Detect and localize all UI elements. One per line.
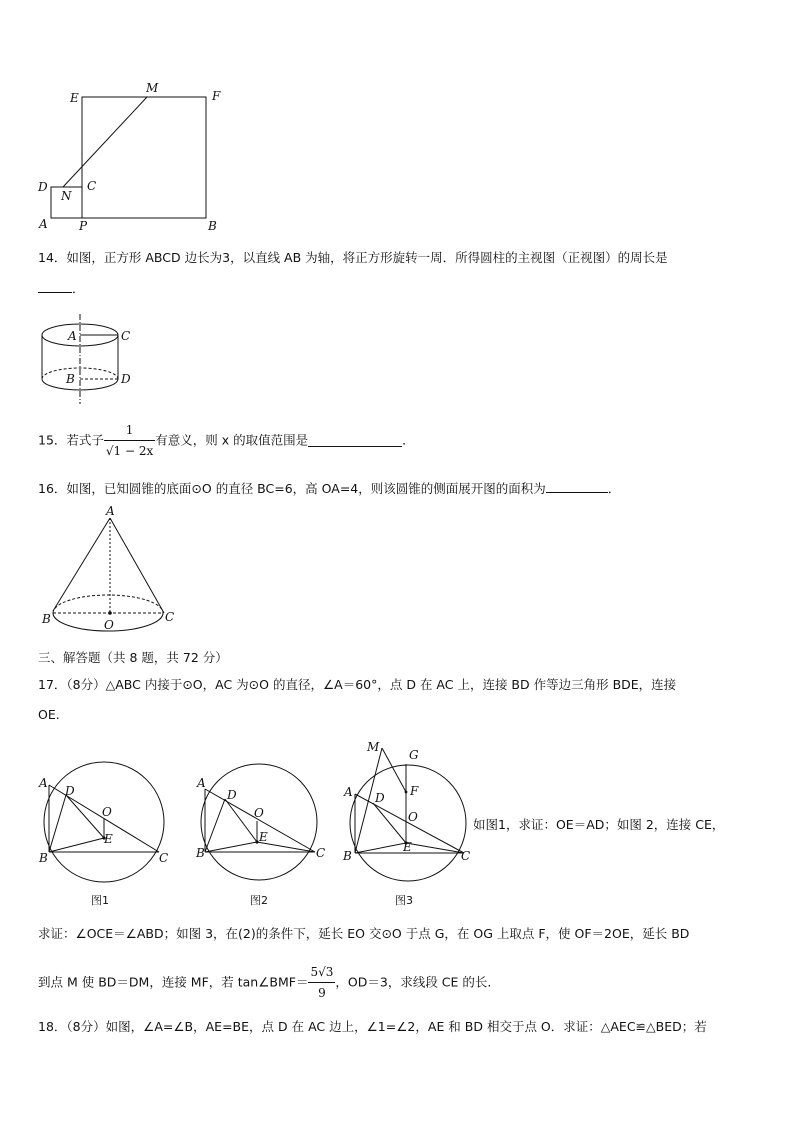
question-14: [38, 250, 668, 266]
segment-de: [66, 795, 104, 838]
label-c: C: [159, 851, 169, 865]
cone-right-side: [110, 518, 164, 613]
label-d: D: [38, 180, 48, 194]
segment-de: [225, 799, 257, 842]
label-a: A: [39, 776, 48, 790]
question-18: [38, 1019, 707, 1035]
big-square: [82, 97, 206, 218]
label-d: D: [375, 791, 385, 805]
label-c: C: [87, 179, 97, 193]
label-c: C: [461, 849, 471, 863]
segment-de: [373, 803, 406, 843]
question-17-line1: [38, 677, 676, 693]
label-c: C: [165, 610, 175, 624]
label-m: M: [367, 740, 380, 754]
q17-side-text-content: 如图1，求证：OE＝AD；如图 2，连接 CE，: [473, 817, 725, 832]
caption-fig2: 图2: [250, 894, 268, 907]
label-a: A: [68, 329, 77, 343]
q14-text: 14．如图，正方形 ABCD 边长为3，以直线 AB 为轴，将正方形旋转一周．所得圆柱的主视图（正视图）的周长是: [38, 250, 668, 265]
q18-text: 18．（8分）如图，∠A=∠B，AE=BE，点 D 在 AC 边上，∠1=∠2，AE 和 BD 相交于点 O．求证：△AEC≌△BED；若: [38, 1019, 707, 1034]
segment-be: [49, 838, 104, 852]
label-o: O: [104, 618, 114, 632]
segment-mn: [63, 97, 147, 187]
q17-line1-text: 17．（8分）△ABC 内接于⊙O，AC 为⊙O 的直径，∠A＝60°，点 D 在 AC 上，连接 BD 作等边三角形 BDE，连接: [38, 677, 677, 692]
label-e: E: [70, 91, 79, 105]
figure-q14-cylinder: [36, 310, 146, 410]
section-3-heading: [38, 650, 228, 666]
label-e: E: [259, 830, 268, 844]
q15-end: ．: [402, 432, 415, 448]
label-m: M: [146, 81, 159, 95]
q15-fraction: [104, 420, 155, 461]
q14-answer-line: [38, 280, 85, 297]
label-a: A: [344, 785, 353, 799]
q17-line2-text: OE.: [38, 707, 60, 722]
label-a: A: [197, 776, 206, 790]
label-d: D: [65, 784, 75, 798]
question-16: [38, 480, 620, 497]
question-15: [38, 420, 415, 461]
figure-q17-3: [340, 738, 480, 910]
label-b: B: [42, 612, 51, 626]
label-o: O: [102, 805, 112, 819]
label-c: C: [316, 846, 326, 860]
tan-numerator: 5√3: [310, 965, 334, 979]
label-c: C: [121, 329, 131, 343]
label-b: B: [208, 219, 217, 233]
label-b: B: [343, 849, 352, 863]
label-d: D: [121, 372, 131, 386]
figure-q17-2: [195, 755, 335, 910]
q16-blank: [546, 480, 608, 493]
q17-line3-text: 求证：∠OCE＝∠ABD；如图 3，在(2)的条件下，延长 EO 交⊙O 于点 G，在 OG 上取点 F，使 OF＝2OE，延长 BD: [38, 926, 690, 941]
point-f: [405, 791, 408, 794]
segment-be: [205, 842, 257, 852]
center-point: [108, 611, 112, 615]
question-17-line4: [38, 962, 491, 1003]
q17-line4a-text: 到点 M 使 BD＝DM，连接 MF，若 tan∠BMF＝: [38, 974, 309, 990]
q15-blank: [308, 434, 402, 447]
label-p: P: [79, 219, 88, 233]
tan-denominator: 9: [308, 982, 335, 1003]
segment-bd: [205, 799, 225, 852]
question-17-line2: [38, 707, 60, 723]
figure-q16-cone: [40, 505, 190, 635]
base-back-arc: [53, 595, 163, 613]
figure-q17-1: [38, 755, 178, 910]
figure-q13: [30, 80, 230, 240]
cone-left-side: [53, 518, 110, 611]
label-o: O: [254, 806, 264, 820]
segment-bd: [49, 795, 66, 852]
q15-pre: 15．若式子: [38, 432, 104, 448]
q14-blank: [38, 280, 72, 293]
label-d: D: [227, 788, 237, 802]
q15-denominator: √1 − 2x: [104, 440, 155, 461]
segment-be: [355, 843, 406, 853]
label-b: B: [66, 372, 75, 386]
q17-line4b-text: ，OD＝3，求线段 CE 的长.: [335, 974, 492, 990]
caption-fig3: 图3: [395, 894, 413, 907]
q14-end: ．: [72, 281, 85, 296]
q16-end: ．: [607, 481, 621, 496]
caption-fig1: 图1: [91, 894, 109, 907]
question-17-line3: [38, 926, 689, 942]
label-f: F: [410, 784, 419, 798]
label-e: E: [104, 832, 113, 846]
q16-text: 16．如图，已知圆锥的底面⊙O 的直径 BC=6，高 OA=4，则该圆锥的侧面展开图的面积为: [38, 481, 546, 496]
section-3-text: 三、解答题（共 8 题，共 72 分）: [38, 650, 228, 665]
label-a: A: [106, 504, 115, 518]
label-b: B: [196, 846, 205, 860]
q17-side-text: [473, 817, 724, 833]
label-a: A: [39, 217, 48, 231]
tan-fraction: [308, 962, 335, 1003]
q15-numerator: 1: [125, 423, 134, 437]
label-e: E: [403, 840, 412, 854]
label-o: O: [408, 810, 418, 824]
q15-post: 有意义，则 x 的取值范围是: [155, 432, 309, 448]
label-g: G: [409, 748, 419, 762]
label-f: F: [212, 89, 221, 103]
label-n: N: [61, 189, 72, 203]
circle-o: [201, 764, 317, 880]
label-b: B: [39, 851, 48, 865]
